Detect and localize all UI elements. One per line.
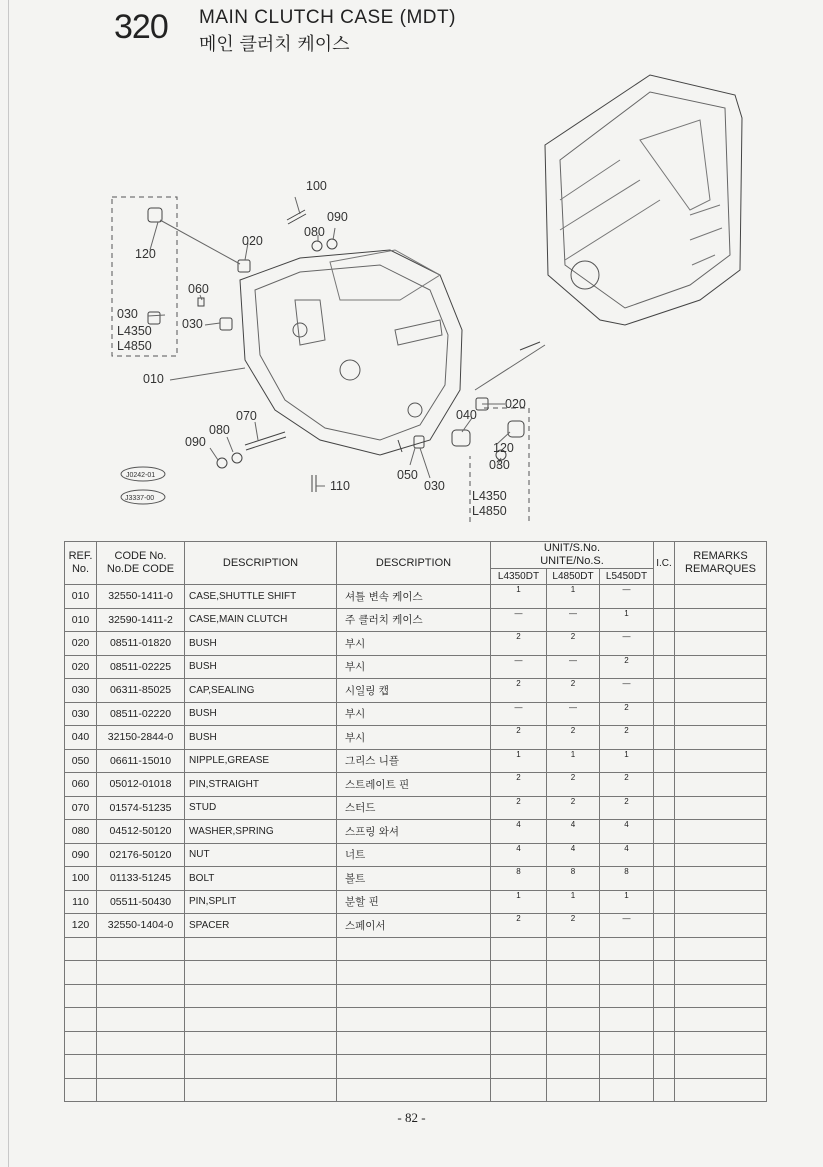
qty-l4350-cell: 2 bbox=[491, 679, 547, 703]
qty-l5450-cell bbox=[600, 961, 654, 985]
description-ko-cell bbox=[337, 961, 491, 985]
ref-cell: 030 bbox=[65, 702, 97, 726]
ic-cell bbox=[654, 632, 675, 656]
ic-cell bbox=[654, 608, 675, 632]
description-ko-cell: 분할 핀 bbox=[337, 890, 491, 914]
table-row bbox=[65, 867, 767, 891]
qty-l5450-cell: 2 bbox=[600, 773, 654, 797]
description-cell bbox=[185, 961, 337, 985]
qty-l4350-cell: 4 bbox=[491, 820, 547, 844]
description-ko-cell bbox=[337, 1008, 491, 1032]
qty-l4350-cell bbox=[491, 984, 547, 1008]
qty-l4850-cell: 1 bbox=[547, 890, 600, 914]
description-cell: BOLT bbox=[185, 867, 337, 891]
code-cell: 05511-50430 bbox=[97, 890, 185, 914]
description-ko-cell: 스터드 bbox=[337, 796, 491, 820]
code-cell: 32550-1411-0 bbox=[97, 585, 185, 609]
qty-l4850-cell bbox=[547, 1008, 600, 1032]
table-row bbox=[65, 961, 767, 985]
qty-l4850-cell: 2 bbox=[547, 679, 600, 703]
table-row bbox=[65, 820, 767, 844]
ic-cell bbox=[654, 914, 675, 938]
description-cell: WASHER,SPRING bbox=[185, 820, 337, 844]
code-cell: 02176-50120 bbox=[97, 843, 185, 867]
svg-text:090: 090 bbox=[327, 210, 348, 224]
qty-l5450-cell: 2 bbox=[600, 796, 654, 820]
table-row bbox=[65, 632, 767, 656]
description-ko-cell: 스프링 와셔 bbox=[337, 820, 491, 844]
ref-cell: 010 bbox=[65, 608, 97, 632]
table-row bbox=[65, 608, 767, 632]
page-number: - 82 - bbox=[397, 1110, 426, 1125]
description-ko-cell: 부시 bbox=[337, 726, 491, 750]
code-cell bbox=[97, 1055, 185, 1079]
svg-text:L4850: L4850 bbox=[472, 504, 507, 518]
ic-cell bbox=[654, 796, 675, 820]
description-ko-cell: 부시 bbox=[337, 655, 491, 679]
description-ko-cell bbox=[337, 1055, 491, 1079]
ic-cell bbox=[654, 937, 675, 961]
svg-text:030: 030 bbox=[424, 479, 445, 493]
table-row bbox=[65, 655, 767, 679]
exploded-parts-diagram bbox=[0, 0, 823, 540]
ic-cell bbox=[654, 1008, 675, 1032]
ic-cell bbox=[654, 655, 675, 679]
qty-l5450-cell: 1 bbox=[600, 890, 654, 914]
col-remarks: REMARKS REMARQUES bbox=[675, 542, 767, 585]
ic-cell bbox=[654, 843, 675, 867]
qty-l4350-cell bbox=[491, 1008, 547, 1032]
qty-l4350-cell: 2 bbox=[491, 726, 547, 750]
remarks-cell bbox=[675, 1078, 767, 1102]
qty-l4350-cell bbox=[491, 1078, 547, 1102]
remarks-cell bbox=[675, 726, 767, 750]
ref-cell: 010 bbox=[65, 585, 97, 609]
qty-l4350-cell bbox=[491, 1031, 547, 1055]
ic-cell bbox=[654, 867, 675, 891]
qty-l4850-cell: 8 bbox=[547, 867, 600, 891]
qty-l5450-cell bbox=[600, 1055, 654, 1079]
qty-l4850-cell bbox=[547, 1055, 600, 1079]
section-title-ko: 메인 클러치 케이스 bbox=[199, 34, 350, 55]
transmission-housing-outline bbox=[545, 75, 742, 325]
ref-cell bbox=[65, 1031, 97, 1055]
table-row bbox=[65, 796, 767, 820]
section-title-en: MAIN CLUTCH CASE (MDT) bbox=[199, 7, 456, 28]
remarks-cell bbox=[675, 702, 767, 726]
remarks-cell bbox=[675, 820, 767, 844]
parts-table bbox=[64, 541, 767, 1102]
qty-l4350-cell: 2 bbox=[491, 914, 547, 938]
remarks-cell bbox=[675, 796, 767, 820]
diagram-codes bbox=[121, 467, 165, 504]
code-cell: 08511-02225 bbox=[97, 655, 185, 679]
description-ko-cell: 부시 bbox=[337, 632, 491, 656]
description-ko-cell: 시일링 캡 bbox=[337, 679, 491, 703]
svg-text:L4350: L4350 bbox=[472, 489, 507, 503]
qty-l4850-cell: 2 bbox=[547, 632, 600, 656]
ic-cell bbox=[654, 679, 675, 703]
description-cell: NUT bbox=[185, 843, 337, 867]
ic-cell bbox=[654, 585, 675, 609]
description-cell: CASE,MAIN CLUTCH bbox=[185, 608, 337, 632]
description-ko-cell: 셔틀 변속 케이스 bbox=[337, 585, 491, 609]
qty-l5450-cell: — bbox=[600, 679, 654, 703]
description-cell: STUD bbox=[185, 796, 337, 820]
ic-cell bbox=[654, 820, 675, 844]
description-ko-cell: 스트레이트 핀 bbox=[337, 773, 491, 797]
ic-cell bbox=[654, 890, 675, 914]
qty-l4850-cell: 1 bbox=[547, 749, 600, 773]
qty-l4850-cell bbox=[547, 961, 600, 985]
qty-l4850-cell: 4 bbox=[547, 843, 600, 867]
ref-cell: 080 bbox=[65, 820, 97, 844]
svg-text:110: 110 bbox=[330, 479, 350, 493]
remarks-cell bbox=[675, 749, 767, 773]
ref-cell: 040 bbox=[65, 726, 97, 750]
ic-cell bbox=[654, 1055, 675, 1079]
parts-table-body bbox=[65, 585, 767, 1102]
svg-text:120: 120 bbox=[493, 441, 514, 455]
ref-cell: 020 bbox=[65, 632, 97, 656]
qty-l4850-cell: 2 bbox=[547, 726, 600, 750]
col-model-3: L5450DT bbox=[600, 569, 654, 585]
svg-text:060: 060 bbox=[188, 282, 209, 296]
ref-cell: 030 bbox=[65, 679, 97, 703]
qty-l5450-cell: 2 bbox=[600, 655, 654, 679]
qty-l4350-cell: — bbox=[491, 655, 547, 679]
description-cell: BUSH bbox=[185, 702, 337, 726]
col-model-1: L4350DT bbox=[491, 569, 547, 585]
table-row bbox=[65, 1031, 767, 1055]
description-cell bbox=[185, 1031, 337, 1055]
remarks-cell bbox=[675, 1008, 767, 1032]
table-row bbox=[65, 749, 767, 773]
ref-cell: 050 bbox=[65, 749, 97, 773]
code-cell bbox=[97, 961, 185, 985]
qty-l4850-cell: — bbox=[547, 655, 600, 679]
description-ko-cell: 그리스 니플 bbox=[337, 749, 491, 773]
col-ref: REF. No. bbox=[65, 542, 97, 585]
table-row bbox=[65, 843, 767, 867]
col-code: CODE No. No.DE CODE bbox=[97, 542, 185, 585]
svg-text:020: 020 bbox=[505, 397, 526, 411]
col-desc-ko: DESCRIPTION bbox=[337, 542, 491, 585]
table-row bbox=[65, 1008, 767, 1032]
description-ko-cell bbox=[337, 1031, 491, 1055]
description-cell: NIPPLE,GREASE bbox=[185, 749, 337, 773]
svg-text:J0242-01: J0242-01 bbox=[126, 472, 156, 479]
qty-l5450-cell: — bbox=[600, 585, 654, 609]
svg-text:030: 030 bbox=[489, 458, 510, 472]
code-cell: 06311-85025 bbox=[97, 679, 185, 703]
table-row bbox=[65, 1078, 767, 1102]
qty-l4850-cell: 2 bbox=[547, 796, 600, 820]
qty-l4350-cell: — bbox=[491, 702, 547, 726]
qty-l5450-cell bbox=[600, 937, 654, 961]
code-cell bbox=[97, 984, 185, 1008]
ic-cell bbox=[654, 961, 675, 985]
ic-cell bbox=[654, 1031, 675, 1055]
svg-text:050: 050 bbox=[397, 468, 418, 482]
qty-l4350-cell: 4 bbox=[491, 843, 547, 867]
description-cell: BUSH bbox=[185, 632, 337, 656]
svg-text:L4350: L4350 bbox=[117, 324, 152, 338]
svg-text:100: 100 bbox=[306, 179, 327, 193]
ref-cell bbox=[65, 984, 97, 1008]
remarks-cell bbox=[675, 1031, 767, 1055]
remarks-cell bbox=[675, 961, 767, 985]
svg-text:020: 020 bbox=[242, 234, 263, 248]
qty-l4350-cell: 1 bbox=[491, 585, 547, 609]
ic-cell bbox=[654, 702, 675, 726]
ref-cell bbox=[65, 1055, 97, 1079]
table-row bbox=[65, 890, 767, 914]
qty-l5450-cell: 4 bbox=[600, 843, 654, 867]
remarks-cell bbox=[675, 890, 767, 914]
description-ko-cell bbox=[337, 984, 491, 1008]
remarks-cell bbox=[675, 1055, 767, 1079]
code-cell: 05012-01018 bbox=[97, 773, 185, 797]
table-row bbox=[65, 585, 767, 609]
code-cell: 08511-01820 bbox=[97, 632, 185, 656]
clutch-case-outline bbox=[240, 250, 462, 455]
remarks-cell bbox=[675, 843, 767, 867]
remarks-cell bbox=[675, 585, 767, 609]
qty-l5450-cell: 8 bbox=[600, 867, 654, 891]
transmission-housing-inner bbox=[560, 92, 730, 308]
qty-l5450-cell: 1 bbox=[600, 608, 654, 632]
svg-text:030: 030 bbox=[117, 307, 138, 321]
table-row bbox=[65, 679, 767, 703]
qty-l4350-cell: 2 bbox=[491, 632, 547, 656]
qty-l4350-cell bbox=[491, 1055, 547, 1079]
code-cell bbox=[97, 1031, 185, 1055]
qty-l4350-cell: 2 bbox=[491, 773, 547, 797]
remarks-cell bbox=[675, 773, 767, 797]
svg-text:040: 040 bbox=[456, 408, 477, 422]
description-ko-cell: 볼트 bbox=[337, 867, 491, 891]
ref-cell: 110 bbox=[65, 890, 97, 914]
remarks-cell bbox=[675, 984, 767, 1008]
code-cell bbox=[97, 937, 185, 961]
table-row bbox=[65, 702, 767, 726]
description-cell: SPACER bbox=[185, 914, 337, 938]
col-model-2: L4850DT bbox=[547, 569, 600, 585]
ic-cell bbox=[654, 726, 675, 750]
table-row bbox=[65, 984, 767, 1008]
qty-l4850-cell: 4 bbox=[547, 820, 600, 844]
qty-l4850-cell bbox=[547, 937, 600, 961]
remarks-cell bbox=[675, 632, 767, 656]
qty-l4850-cell: 2 bbox=[547, 914, 600, 938]
qty-l5450-cell bbox=[600, 1031, 654, 1055]
description-cell bbox=[185, 984, 337, 1008]
ic-cell bbox=[654, 749, 675, 773]
qty-l5450-cell: — bbox=[600, 914, 654, 938]
qty-l5450-cell bbox=[600, 1078, 654, 1102]
qty-l4350-cell: 8 bbox=[491, 867, 547, 891]
remarks-cell bbox=[675, 655, 767, 679]
qty-l5450-cell: 4 bbox=[600, 820, 654, 844]
col-ic: I.C. bbox=[654, 542, 675, 585]
qty-l4850-cell: — bbox=[547, 608, 600, 632]
remarks-cell bbox=[675, 608, 767, 632]
remarks-cell bbox=[675, 937, 767, 961]
qty-l4350-cell: 1 bbox=[491, 890, 547, 914]
code-cell: 06611-15010 bbox=[97, 749, 185, 773]
ref-cell bbox=[65, 937, 97, 961]
qty-l4350-cell: — bbox=[491, 608, 547, 632]
description-ko-cell: 스페이서 bbox=[337, 914, 491, 938]
description-ko-cell: 주 클러치 케이스 bbox=[337, 608, 491, 632]
svg-text:120: 120 bbox=[135, 247, 156, 261]
qty-l4350-cell bbox=[491, 937, 547, 961]
qty-l4850-cell: 2 bbox=[547, 773, 600, 797]
code-cell: 04512-50120 bbox=[97, 820, 185, 844]
description-cell bbox=[185, 1078, 337, 1102]
svg-text:J3337-00: J3337-00 bbox=[125, 495, 155, 502]
qty-l5450-cell bbox=[600, 984, 654, 1008]
svg-text:010: 010 bbox=[143, 372, 164, 386]
ref-cell: 090 bbox=[65, 843, 97, 867]
description-cell: PIN,SPLIT bbox=[185, 890, 337, 914]
qty-l5450-cell: — bbox=[600, 632, 654, 656]
ref-cell bbox=[65, 961, 97, 985]
qty-l4350-cell: 1 bbox=[491, 749, 547, 773]
qty-l5450-cell: 1 bbox=[600, 749, 654, 773]
table-row bbox=[65, 914, 767, 938]
qty-l5450-cell: 2 bbox=[600, 726, 654, 750]
ic-cell bbox=[654, 1078, 675, 1102]
description-ko-cell bbox=[337, 1078, 491, 1102]
description-cell bbox=[185, 1055, 337, 1079]
col-desc-en: DESCRIPTION bbox=[185, 542, 337, 585]
svg-text:030: 030 bbox=[182, 317, 203, 331]
code-cell: 32550-1404-0 bbox=[97, 914, 185, 938]
description-ko-cell bbox=[337, 937, 491, 961]
ref-cell bbox=[65, 1078, 97, 1102]
table-row bbox=[65, 1055, 767, 1079]
ref-cell: 020 bbox=[65, 655, 97, 679]
description-ko-cell: 너트 bbox=[337, 843, 491, 867]
description-cell: PIN,STRAIGHT bbox=[185, 773, 337, 797]
code-cell: 32590-1411-2 bbox=[97, 608, 185, 632]
ic-cell bbox=[654, 984, 675, 1008]
qty-l4850-cell: 1 bbox=[547, 585, 600, 609]
code-cell: 01574-51235 bbox=[97, 796, 185, 820]
qty-l4850-cell: — bbox=[547, 702, 600, 726]
description-cell bbox=[185, 1008, 337, 1032]
description-cell: CAP,SEALING bbox=[185, 679, 337, 703]
qty-l5450-cell bbox=[600, 1008, 654, 1032]
description-cell: CASE,SHUTTLE SHIFT bbox=[185, 585, 337, 609]
description-cell: BUSH bbox=[185, 726, 337, 750]
code-cell bbox=[97, 1078, 185, 1102]
ref-cell bbox=[65, 1008, 97, 1032]
table-row bbox=[65, 773, 767, 797]
remarks-cell bbox=[675, 914, 767, 938]
ref-cell: 060 bbox=[65, 773, 97, 797]
code-cell: 01133-51245 bbox=[97, 867, 185, 891]
code-cell bbox=[97, 1008, 185, 1032]
svg-text:080: 080 bbox=[304, 225, 325, 239]
description-cell bbox=[185, 937, 337, 961]
table-row bbox=[65, 726, 767, 750]
svg-text:L4850: L4850 bbox=[117, 339, 152, 353]
remarks-cell bbox=[675, 679, 767, 703]
qty-l4850-cell bbox=[547, 984, 600, 1008]
description-cell: BUSH bbox=[185, 655, 337, 679]
ref-cell: 100 bbox=[65, 867, 97, 891]
qty-l4850-cell bbox=[547, 1031, 600, 1055]
ref-cell: 120 bbox=[65, 914, 97, 938]
svg-text:070: 070 bbox=[236, 409, 257, 423]
qty-l4850-cell bbox=[547, 1078, 600, 1102]
ic-cell bbox=[654, 773, 675, 797]
qty-l4350-cell bbox=[491, 961, 547, 985]
code-cell: 08511-02220 bbox=[97, 702, 185, 726]
remarks-cell bbox=[675, 867, 767, 891]
col-unit: UNIT/S.No. UNITE/No.S. bbox=[491, 542, 654, 569]
svg-text:090: 090 bbox=[185, 435, 206, 449]
qty-l5450-cell: 2 bbox=[600, 702, 654, 726]
qty-l4350-cell: 2 bbox=[491, 796, 547, 820]
code-cell: 32150-2844-0 bbox=[97, 726, 185, 750]
ref-cell: 070 bbox=[65, 796, 97, 820]
description-ko-cell: 부시 bbox=[337, 702, 491, 726]
section-number: 320 bbox=[114, 8, 168, 46]
table-row bbox=[65, 937, 767, 961]
svg-text:080: 080 bbox=[209, 423, 230, 437]
